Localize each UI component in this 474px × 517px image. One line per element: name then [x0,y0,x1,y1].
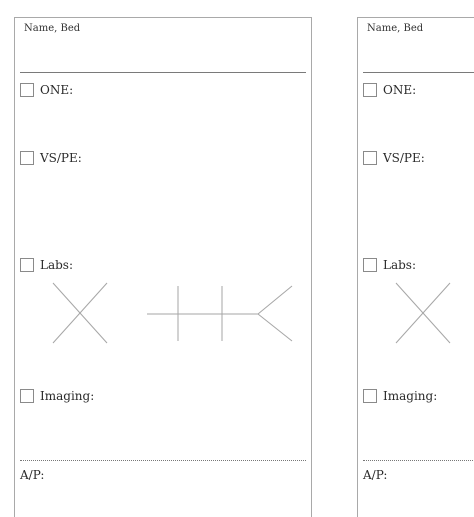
cbc-x-diagram [53,283,107,343]
labs-label: Labs: [383,258,417,272]
name-bed-label: Name, Bed [367,23,424,34]
vs-pe-label: VS/PE: [40,151,82,165]
patient-card-2 [357,17,474,517]
imaging-label: Imaging: [40,389,95,403]
imaging-label: Imaging: [383,389,438,403]
ap-divider [363,460,474,461]
lab-skeleton-diagrams [358,18,474,498]
lab-skeleton-diagrams [15,18,313,498]
imaging-row [20,389,94,403]
imaging-checkbox[interactable] [363,389,377,403]
vs-pe-label: VS/PE: [383,151,425,165]
imaging-checkbox[interactable] [20,389,34,403]
ap-label: A/P: [20,468,45,482]
ap-label: A/P: [363,468,388,482]
imaging-row [363,389,437,403]
cbc-x-diagram [396,283,450,343]
ap-divider [20,460,306,461]
patient-card-1 [14,17,312,517]
labs-label: Labs: [40,258,74,272]
one-label: ONE: [383,83,417,97]
bmp-fishbone-diagram [147,286,292,341]
one-label: ONE: [40,83,74,97]
name-bed-label: Name, Bed [24,23,81,34]
